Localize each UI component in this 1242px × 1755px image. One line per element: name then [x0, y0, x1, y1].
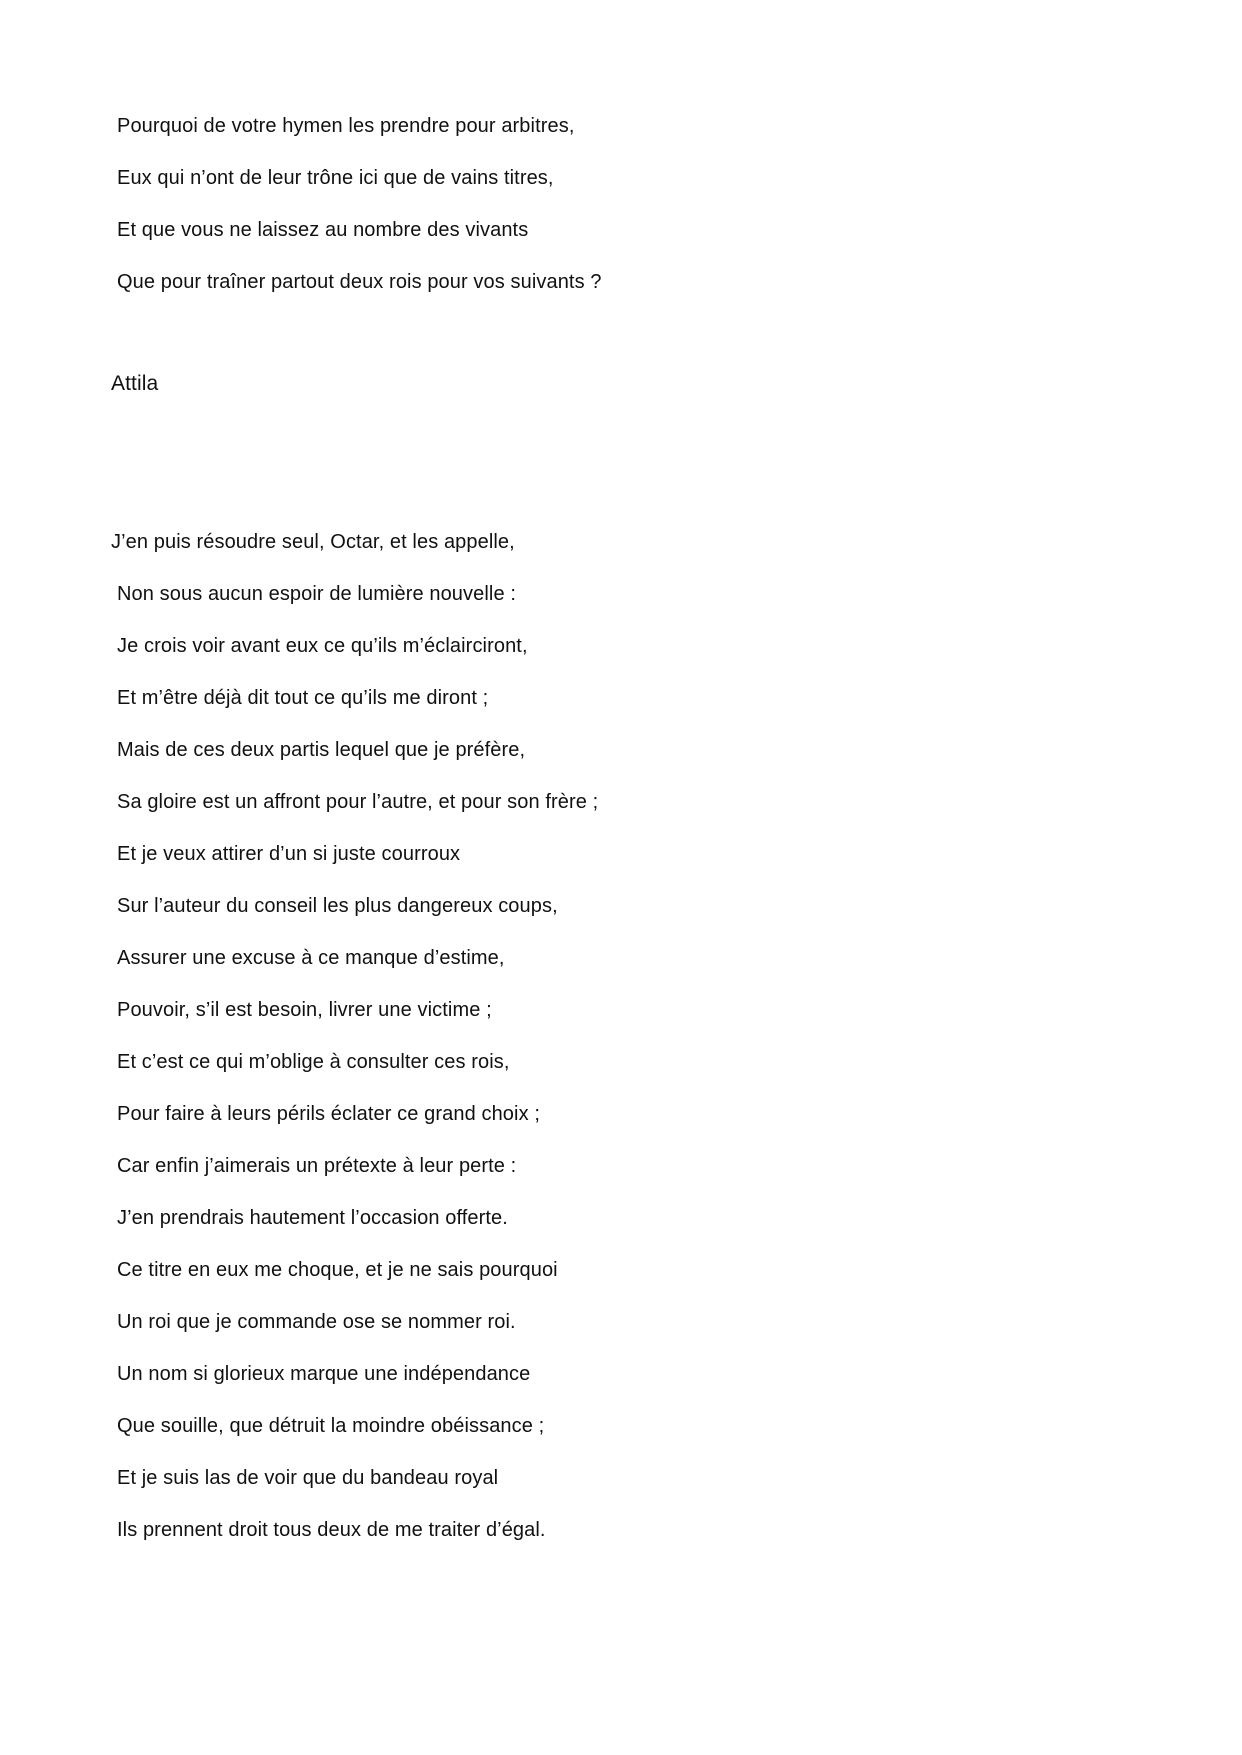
speaker-name: Attila [111, 372, 159, 395]
verse-line: Et que vous ne laissez au nombre des vivants [117, 219, 529, 241]
verse-line: Ce titre en eux me choque, et je ne sais pourquoi [117, 1259, 558, 1281]
verse-line: Mais de ces deux partis lequel que je préfère, [117, 739, 526, 761]
verse-line: Un nom si glorieux marque une indépendance [117, 1363, 531, 1385]
verse-line: J’en puis résoudre seul, Octar, et les appelle, [111, 531, 515, 553]
verse-line: Et je suis las de voir que du bandeau royal [117, 1467, 499, 1489]
verse-line: Non sous aucun espoir de lumière nouvelle : [117, 583, 516, 605]
verse-line: Un roi que je commande ose se nommer roi. [117, 1311, 516, 1333]
verse-line: Assurer une excuse à ce manque d’estime, [117, 947, 505, 969]
verse-line: Que souille, que détruit la moindre obéissance ; [117, 1415, 545, 1437]
verse-line: Et je veux attirer d’un si juste courroux [117, 843, 461, 865]
verse-line: Eux qui n’ont de leur trône ici que de vains titres, [117, 167, 554, 189]
verse-line: Pouvoir, s’il est besoin, livrer une victime ; [117, 999, 492, 1021]
verse-line: Et m’être déjà dit tout ce qu’ils me diront ; [117, 687, 489, 709]
verse-line: Sur l’auteur du conseil les plus dangereux coups, [117, 895, 558, 917]
verse-line: Car enfin j’aimerais un prétexte à leur perte : [117, 1155, 517, 1177]
verse-line: Ils prennent droit tous deux de me traiter d’égal. [117, 1519, 546, 1541]
verse-line: Et c’est ce qui m’oblige à consulter ces rois, [117, 1051, 510, 1073]
verse-line: Sa gloire est un affront pour l’autre, et pour son frère ; [117, 791, 599, 813]
verse-line: J’en prendrais hautement l’occasion offerte. [117, 1207, 508, 1229]
verse-line: Pourquoi de votre hymen les prendre pour arbitres, [117, 115, 575, 137]
verse-line: Pour faire à leurs périls éclater ce grand choix ; [117, 1103, 540, 1125]
verse-line: Que pour traîner partout deux rois pour vos suivants ? [117, 271, 602, 293]
verse-line: Je crois voir avant eux ce qu’ils m’éclairciront, [117, 635, 528, 657]
